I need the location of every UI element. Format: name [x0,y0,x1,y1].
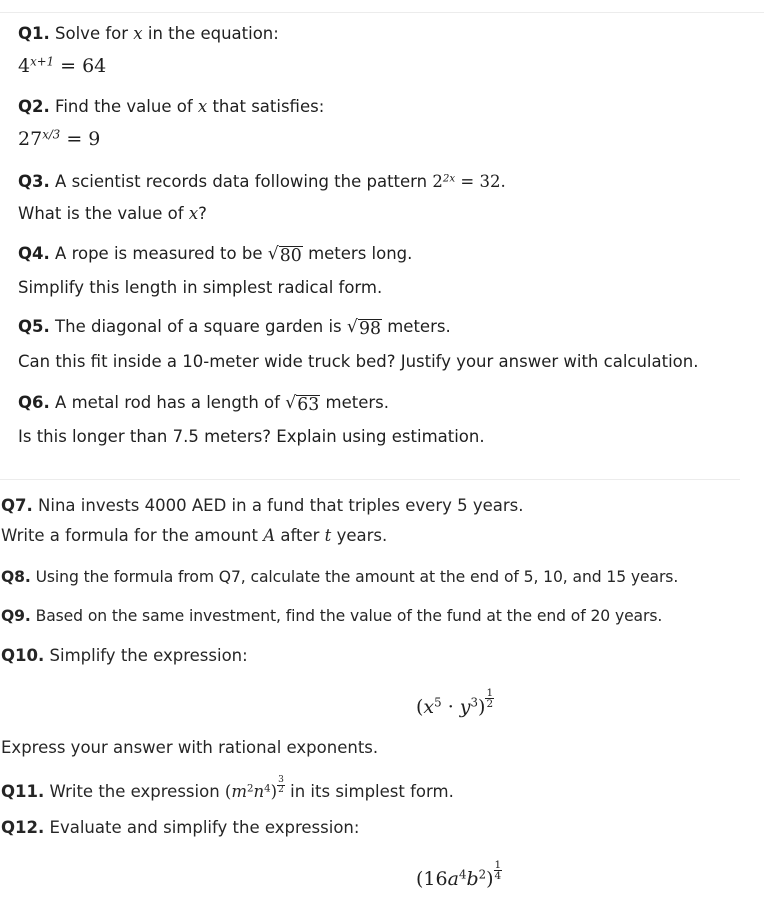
q10-prompt: Q10. Simplify the expression: [1,646,248,665]
q7-label: Q7. [1,496,33,515]
q10-fraction-exponent: $\frac{1}{2}$ [486,687,494,711]
q4-line2: Simplify this length in simplest radical form. [18,278,383,297]
q2-prompt: Q2. Find the value of x that satisfies: [18,97,325,116]
q8-prompt: Q8. Using the formula from Q7, calculate the amount at the end of 5, 10, and 15 years. [1,568,679,586]
q6-prompt: Q6. A metal rod has a length of √ 63 meters. [18,393,390,415]
q12-expression: $(16a^4b^2)$ $\frac{1}{4}$ [416,859,502,891]
q1-prompt: Q1. Solve for x in the equation: [18,24,279,43]
section-divider [0,479,740,480]
q2-label: Q2. [18,97,50,116]
q10-line2: Express your answer with rational exponents. [1,738,379,757]
q9-prompt: Q9. Based on the same investment, find the value of the fund at the end of 20 years. [1,607,663,625]
q11-fraction-exponent: $\frac{3}{2}$ [278,775,284,796]
q3-label: Q3. [18,172,50,191]
q6-sqrt: √ 63 [285,393,320,415]
q12-fraction-exponent: $\frac{1}{4}$ [494,859,502,883]
top-divider [0,12,764,13]
q11-prompt: Q11. Write the expression $(m^2n^4)$ $\frac{3}{2}$ in its simplest form. [1,775,454,802]
q7-line2: Write a formula for the amount A after t years. [1,526,388,545]
q5-line2: Can this fit inside a 10-meter wide truck bed? Justify your answer with calculation. [18,352,699,371]
q10-expression: $(x^5 \cdot y^3)$ $\frac{1}{2}$ [416,687,494,719]
q12-prompt: Q12. Evaluate and simplify the expression: [1,818,360,837]
q1-label: Q1. [18,24,50,43]
q6-line2: Is this longer than 7.5 meters? Explain using estimation. [18,427,485,446]
q6-label: Q6. [18,393,50,412]
q12-label: Q12. [1,818,45,837]
q7-prompt: Q7. Nina invests 4000 AED in a fund that triples every 5 years. [1,496,524,515]
q2-equation: $27^{x/3} = 9$ [18,127,101,150]
q5-prompt: Q5. The diagonal of a square garden is √ 98 meters. [18,317,451,339]
q3-line2: What is the value of x? [18,204,207,223]
q4-sqrt: √ 80 [267,244,302,266]
q4-label: Q4. [18,244,50,263]
q1-equation: $4^{x+1} = 64$ [18,54,107,77]
q11-label: Q11. [1,782,45,802]
q5-sqrt: √ 98 [346,317,381,339]
q8-label: Q8. [1,568,31,586]
q5-label: Q5. [18,317,50,336]
q4-prompt: Q4. A rope is measured to be √ 80 meters long. [18,244,413,266]
q10-label: Q10. [1,646,45,665]
q3-prompt: Q3. A scientist records data following the pattern $2^{2x} = 32$. [18,172,506,191]
q9-label: Q9. [1,607,31,625]
